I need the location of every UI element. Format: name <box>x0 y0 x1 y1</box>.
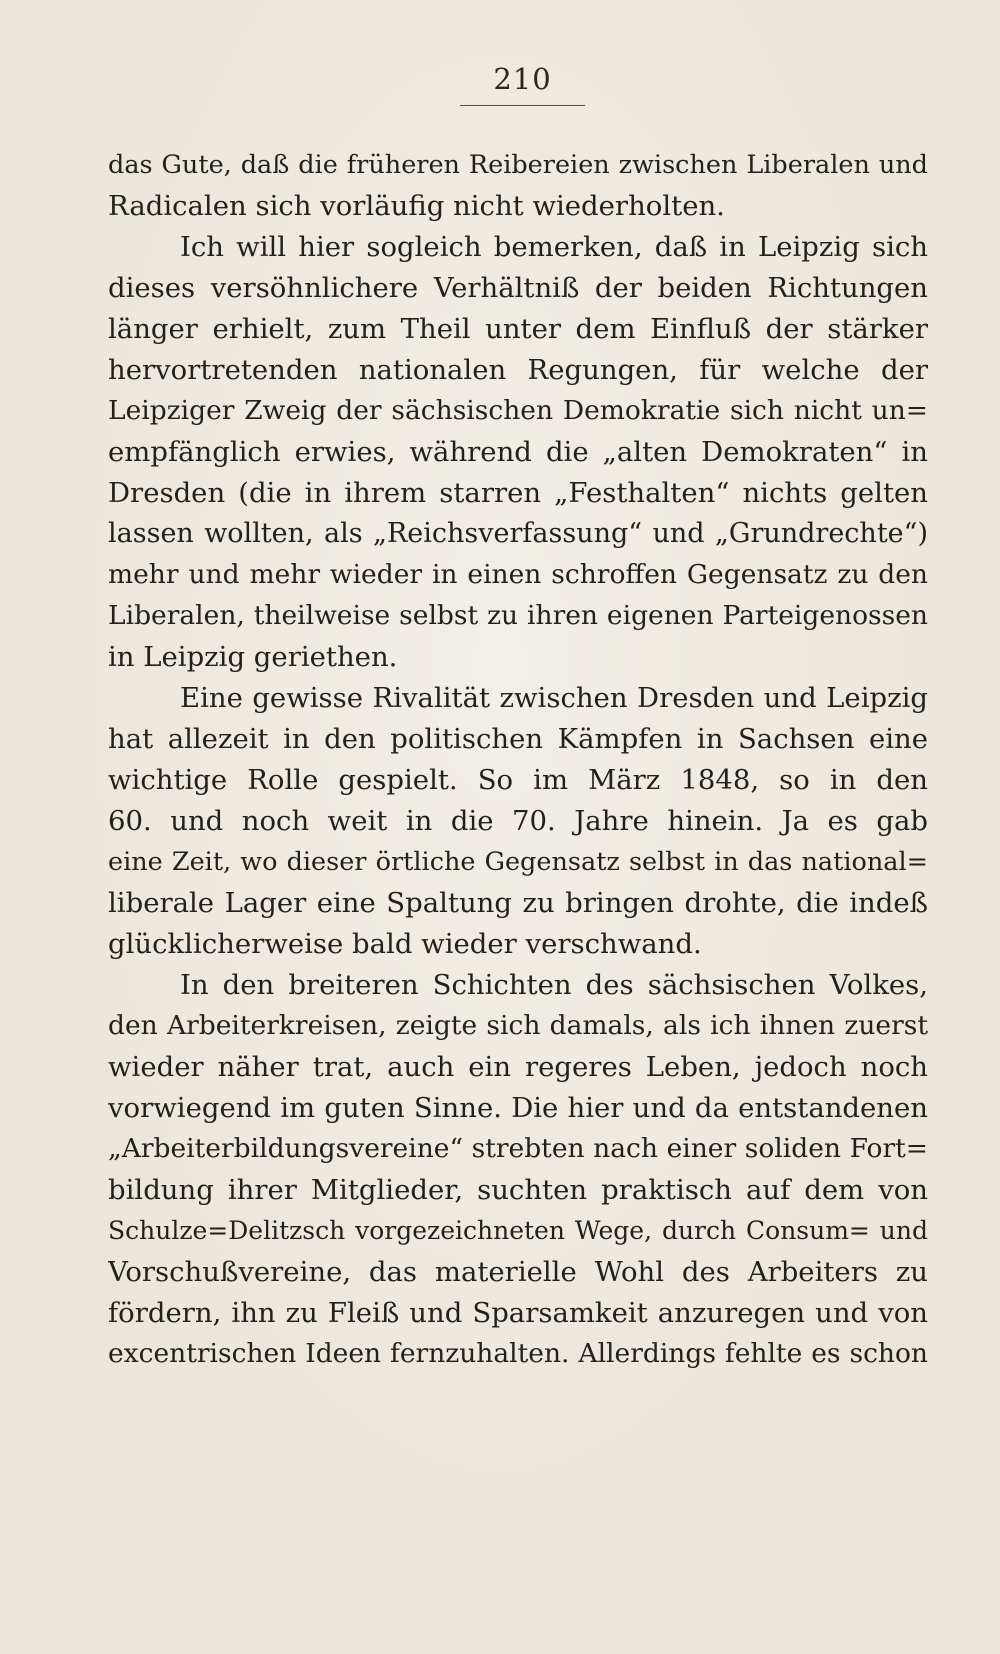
text-line: dieses versöhnlichere Verhältniß der beiden Richtungen <box>108 272 928 304</box>
text-line: eine Zeit, wo dieser örtliche Gegensatz selbst in das national= <box>108 847 928 877</box>
text-line: Radicalen sich vorläufig nicht wiederholten. <box>108 190 725 222</box>
text-line: Schulze=Delitzsch vorgezeichneten Wege, durch Consum= und <box>108 1216 928 1245</box>
text-line: mehr und mehr wieder in einen schroffen Gegensatz zu den <box>108 559 928 590</box>
text-line: Liberalen, theilweise selbst zu ihren eigenen Parteigenossen <box>108 600 928 631</box>
text-line: fördern, ihn zu Fleiß und Sparsamkeit anzuregen und von <box>108 1297 928 1329</box>
text-line: Leipziger Zweig der sächsischen Demokratie sich nicht un= <box>108 395 928 426</box>
text-line: in Leipzig geriethen. <box>108 641 398 673</box>
text-line: hat allezeit in den politischen Kämpfen in Sachsen eine <box>108 723 928 755</box>
text-line: „Arbeiterbildungsvereine“ strebten nach einer soliden Fort= <box>108 1133 928 1164</box>
text-line: bildung ihrer Mitglieder, suchten praktisch auf dem von <box>108 1174 928 1206</box>
text-line: glücklicherweise bald wieder verschwand. <box>108 928 702 960</box>
text-line: liberale Lager eine Spaltung zu bringen drohte, die indeß <box>108 887 928 919</box>
text-line: In den breiteren Schichten des sächsischen Volkes, <box>180 969 928 1001</box>
text-line: vorwiegend im guten Sinne. Die hier und da entstandenen <box>108 1092 928 1124</box>
text-line: lassen wollten, als „Reichsverfassung“ und „Grundrechte“) <box>108 518 928 549</box>
text-line: Dresden (die in ihrem starren „Festhalten“ nichts gelten <box>108 477 928 509</box>
text-line: hervortretenden nationalen Regungen, für welche der <box>108 354 928 386</box>
text-line: wieder näher trat, auch ein regeres Leben, jedoch noch <box>108 1051 928 1083</box>
text-line: Ich will hier sogleich bemerken, daß in Leipzig sich <box>180 231 928 263</box>
text-line: das Gute, daß die früheren Reibereien zwischen Liberalen und <box>108 150 928 180</box>
page-number: 210 <box>493 62 552 96</box>
text-line: 60. und noch weit in die 70. Jahre hinein. Ja es gab <box>108 805 928 837</box>
text-line: wichtige Rolle gespielt. So im März 1848, so in den <box>108 764 928 796</box>
text-line: excentrischen Ideen fernzuhalten. Allerdings fehlte es schon <box>108 1338 928 1369</box>
text-line: empfänglich erwies, während die „alten Demokraten“ in <box>108 436 928 468</box>
text-line: Eine gewisse Rivalität zwischen Dresden und Leipzig <box>180 682 928 714</box>
text-line: den Arbeiterkreisen, zeigte sich damals, als ich ihnen zuerst <box>108 1010 928 1041</box>
text-line: Vorschußvereine, das materielle Wohl des Arbeiters zu <box>108 1256 928 1288</box>
text-line: länger erhielt, zum Theil unter dem Einfluß der stärker <box>108 313 928 345</box>
